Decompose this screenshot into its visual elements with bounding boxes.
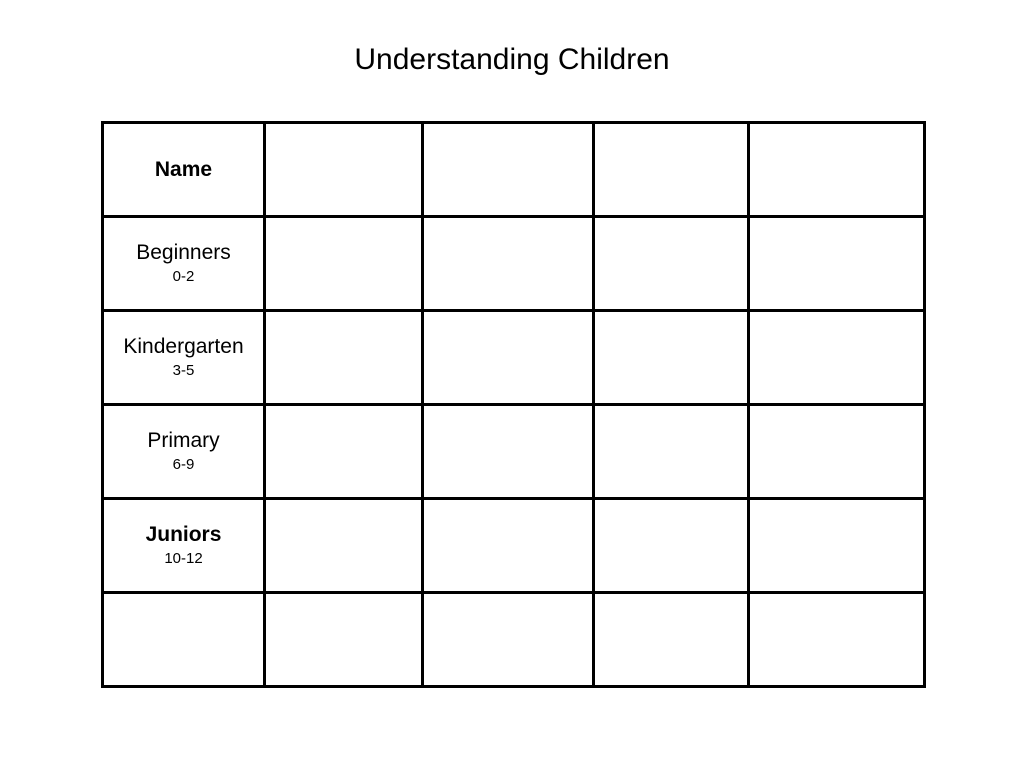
row-age-range: 6-9 xyxy=(172,455,195,473)
table-row-primary xyxy=(103,405,925,499)
empty-cell xyxy=(594,311,749,405)
empty-cell xyxy=(749,217,925,311)
empty-cell xyxy=(749,123,925,217)
empty-cell xyxy=(594,123,749,217)
empty-cell xyxy=(594,593,749,687)
empty-cell xyxy=(749,311,925,405)
empty-cell xyxy=(423,405,594,499)
row-label-cell xyxy=(103,593,265,687)
row-label-cell xyxy=(103,405,265,499)
table-row-juniors xyxy=(103,499,925,593)
row-label: Primary xyxy=(147,428,220,452)
row-label-cell xyxy=(103,217,265,311)
empty-cell xyxy=(594,405,749,499)
empty-cell xyxy=(749,405,925,499)
table-row-kindergarten xyxy=(103,311,925,405)
row-age-range: 10-12 xyxy=(164,549,203,567)
table-row-name xyxy=(103,123,925,217)
children-table xyxy=(101,121,926,688)
empty-cell xyxy=(423,123,594,217)
empty-cell xyxy=(749,499,925,593)
empty-cell xyxy=(265,123,423,217)
row-label-cell xyxy=(103,123,265,217)
empty-cell xyxy=(423,311,594,405)
row-label-cell xyxy=(103,311,265,405)
empty-cell xyxy=(265,499,423,593)
empty-cell xyxy=(423,217,594,311)
row-label: Juniors xyxy=(145,522,222,546)
row-label-cell xyxy=(103,499,265,593)
empty-cell xyxy=(265,593,423,687)
empty-cell xyxy=(265,405,423,499)
empty-cell xyxy=(594,217,749,311)
empty-cell xyxy=(423,593,594,687)
table-row-beginners xyxy=(103,217,925,311)
empty-cell xyxy=(423,499,594,593)
row-age-range: 3-5 xyxy=(172,361,195,379)
row-label: Name xyxy=(154,157,213,181)
empty-cell xyxy=(265,311,423,405)
empty-cell xyxy=(265,217,423,311)
empty-cell xyxy=(749,593,925,687)
empty-cell xyxy=(594,499,749,593)
row-age-range: 0-2 xyxy=(172,267,195,285)
page-title: Understanding Children xyxy=(354,43,670,76)
row-label: Kindergarten xyxy=(123,334,244,358)
row-label: Beginners xyxy=(136,240,231,264)
table-row-blank xyxy=(103,593,925,687)
